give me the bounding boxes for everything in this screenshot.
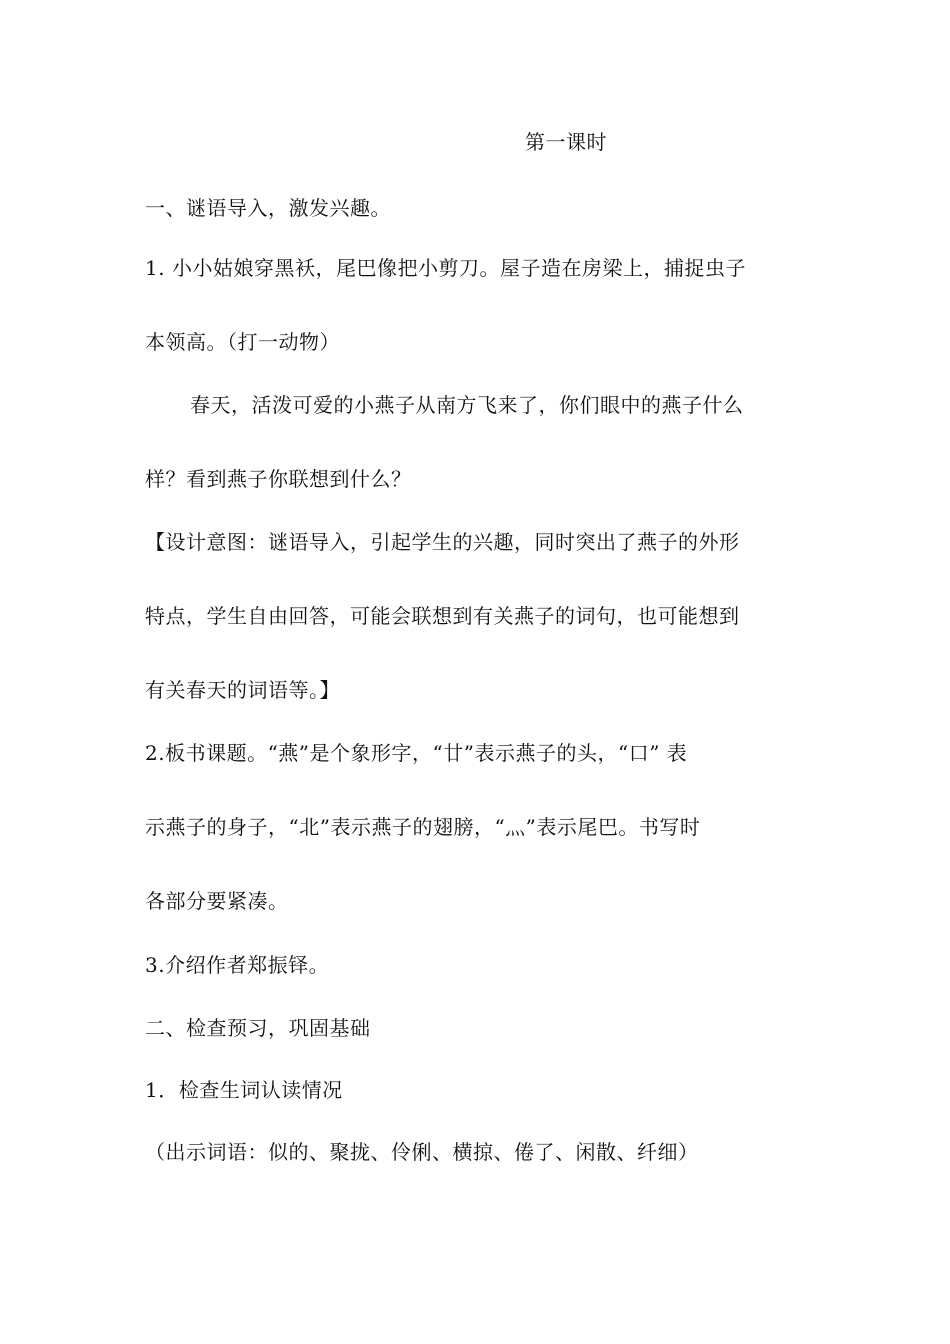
design-intent-line-2: 特点，学生自由回答，可能会联想到有关燕子的词句，也可能想到: [145, 604, 740, 628]
vocab-check: 1．检查生词认读情况: [145, 1078, 343, 1102]
blackboard-line-1: 2.板书课题。“燕”是个象形字，“廿”表示燕子的头，“口” 表: [145, 741, 688, 765]
riddle-line-1: 1. 小小姑娘穿黑袄，尾巴像把小剪刀。屋子造在房梁上，捕捉虫子: [145, 256, 746, 280]
blackboard-line-2: 示燕子的身子，“北”表示燕子的翅膀，“灬”表示尾巴。书写时: [145, 815, 701, 839]
lesson-title: 第一课时: [525, 130, 607, 154]
section-heading-2: 二、检查预习，巩固基础: [145, 1016, 371, 1040]
riddle-line-2: 本领高。（打一动物）: [145, 330, 340, 354]
design-intent-line-1: 【设计意图：谜语导入，引起学生的兴趣，同时突出了燕子的外形: [145, 530, 740, 554]
author-intro: 3.介绍作者郑振铎。: [145, 953, 330, 977]
intro-paragraph-line-1: 春天，活泼可爱的小燕子从南方飞来了，你们眼中的燕子什么: [190, 393, 744, 417]
intro-paragraph-line-2: 样？看到燕子你联想到什么？: [145, 467, 412, 491]
vocab-list: （出示词语：似的、聚拢、伶俐、横掠、倦了、闲散、纤细）: [145, 1140, 699, 1164]
section-heading-1: 一、谜语导入，激发兴趣。: [145, 196, 391, 220]
design-intent-line-3: 有关春天的词语等。】: [145, 678, 340, 702]
blackboard-line-3: 各部分要紧凑。: [145, 889, 289, 913]
